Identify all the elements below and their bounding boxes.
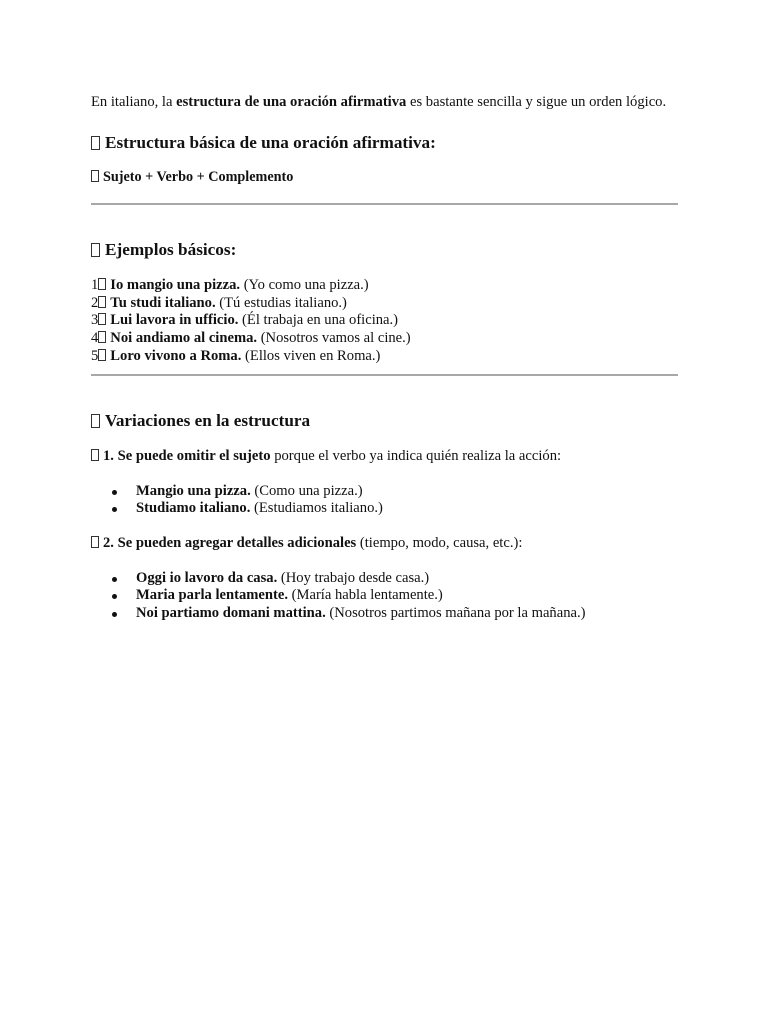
list-item bbox=[136, 570, 678, 588]
variations-heading bbox=[91, 410, 678, 431]
item-italian: Studiamo italiano. bbox=[136, 500, 251, 517]
variations-heading-text: Variaciones en la estructura bbox=[105, 411, 311, 431]
example-number: 5 bbox=[91, 347, 99, 364]
examples-list bbox=[91, 277, 678, 365]
variation-point-2-text: (tiempo, modo, causa, etc.): bbox=[356, 534, 523, 551]
intro-text-start: En italiano, la bbox=[91, 94, 177, 110]
variation-point-1-title: 1. Se puede omitir el sujeto bbox=[103, 448, 271, 465]
keycap-icon bbox=[98, 331, 106, 343]
example-number: 1 bbox=[91, 277, 99, 294]
example-item bbox=[91, 330, 678, 348]
structure-formula bbox=[91, 169, 678, 187]
document-body bbox=[91, 94, 678, 622]
variation-point-1-text: porque el verbo ya indica quién realiza la acción: bbox=[270, 448, 562, 465]
intro-paragraph bbox=[91, 94, 678, 112]
item-italian: Maria parla lentamente. bbox=[136, 587, 288, 604]
example-spanish: (Ellos viven en Roma.) bbox=[241, 347, 381, 364]
missing-glyph-icon bbox=[91, 170, 99, 182]
example-italian: Lui lavora in ufficio. bbox=[110, 312, 239, 329]
item-spanish: (Nosotros partimos mañana por la mañana.) bbox=[325, 604, 586, 621]
variation-point-2 bbox=[91, 535, 678, 553]
variation-point-1 bbox=[91, 448, 678, 466]
example-spanish: (Yo como una pizza.) bbox=[240, 277, 369, 294]
missing-glyph-icon bbox=[91, 449, 99, 461]
list-item bbox=[136, 587, 678, 605]
intro-emphasis: estructura de una oración afirmativa bbox=[176, 94, 407, 110]
missing-glyph-icon bbox=[91, 414, 100, 428]
example-item bbox=[91, 295, 678, 313]
item-spanish: (Como una pizza.) bbox=[250, 482, 363, 499]
missing-glyph-icon bbox=[91, 243, 100, 257]
example-item bbox=[91, 277, 678, 295]
example-italian: Tu studi italiano. bbox=[110, 294, 216, 311]
structure-heading-text: Estructura básica de una oración afirmativa: bbox=[105, 132, 436, 152]
example-number: 2 bbox=[91, 294, 99, 311]
example-spanish: (Él trabaja en una oficina.) bbox=[238, 312, 399, 329]
list-item bbox=[136, 605, 678, 623]
example-item bbox=[91, 312, 678, 330]
keycap-icon bbox=[98, 296, 106, 308]
missing-glyph-icon bbox=[91, 536, 99, 548]
example-italian: Loro vivono a Roma. bbox=[110, 347, 242, 364]
example-number: 3 bbox=[91, 312, 99, 329]
item-italian: Mangio una pizza. bbox=[136, 482, 251, 499]
keycap-icon bbox=[98, 349, 106, 361]
list-item bbox=[136, 500, 678, 518]
item-spanish: (María habla lentamente.) bbox=[287, 587, 443, 604]
item-italian: Noi partiamo domani mattina. bbox=[136, 604, 326, 621]
variation-2-list bbox=[91, 570, 678, 623]
item-spanish: (Estudiamos italiano.) bbox=[250, 500, 383, 517]
example-italian: Io mangio una pizza. bbox=[110, 277, 241, 294]
example-spanish: (Tú estudias italiano.) bbox=[215, 294, 347, 311]
item-spanish: (Hoy trabajo desde casa.) bbox=[277, 569, 430, 586]
intro-text-end: es bastante sencilla y sigue un orden lógico. bbox=[406, 94, 667, 110]
keycap-icon bbox=[98, 313, 106, 325]
structure-formula-text: Sujeto + Verbo + Complemento bbox=[103, 168, 294, 185]
variation-1-list bbox=[91, 483, 678, 518]
item-italian: Oggi io lavoro da casa. bbox=[136, 569, 278, 586]
examples-heading-text: Ejemplos básicos: bbox=[105, 240, 237, 260]
missing-glyph-icon bbox=[91, 136, 100, 150]
structure-heading bbox=[91, 132, 678, 153]
example-spanish: (Nosotros vamos al cine.) bbox=[257, 329, 411, 346]
example-item bbox=[91, 348, 678, 366]
example-number: 4 bbox=[91, 329, 99, 346]
variation-point-2-title: 2. Se pueden agregar detalles adicionales bbox=[103, 534, 357, 551]
example-italian: Noi andiamo al cinema. bbox=[110, 329, 258, 346]
keycap-icon bbox=[98, 278, 106, 290]
list-item bbox=[136, 483, 678, 501]
examples-heading bbox=[91, 239, 678, 260]
